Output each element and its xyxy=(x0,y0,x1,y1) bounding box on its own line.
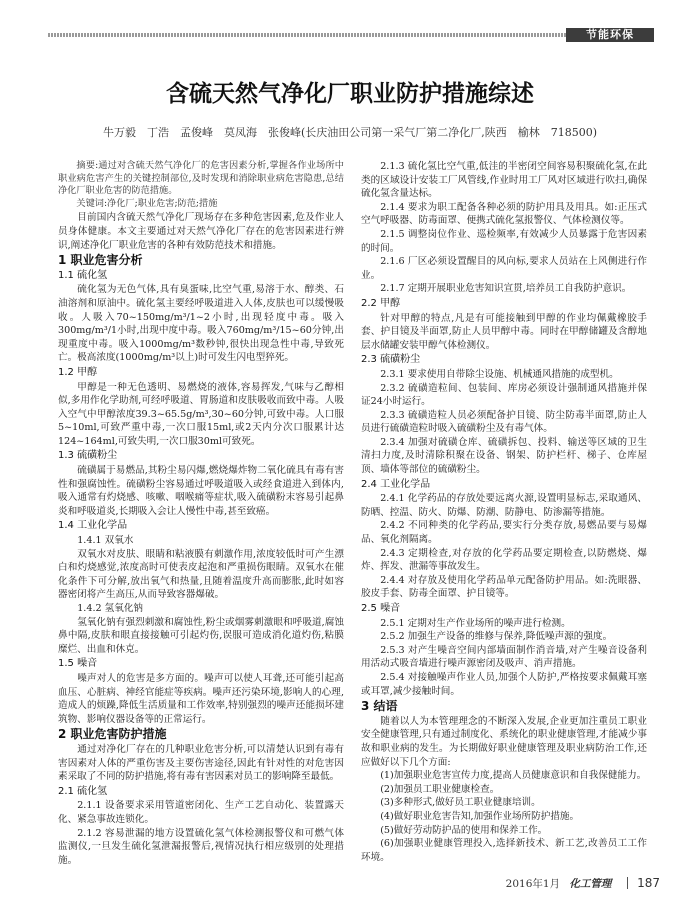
right-column xyxy=(361,160,647,864)
paragraph: 2.4.3 定期检查,对存放的化学药品要定期检查,以防燃烧、爆炸、挥发、泄漏等事故发生。 xyxy=(361,547,647,573)
paragraph: 2.1.3 硫化氢比空气重,低洼的半密闭空间容易积聚硫化氢,在此类的区域设计安装工厂风管线,作业时用工厂风对区域进行吹扫,确保硫化氢含量达标。 xyxy=(361,161,647,200)
section-heading: 3 结语 xyxy=(361,699,398,714)
page-footer xyxy=(506,876,660,891)
list-item: (5)做好劳动防护品的使用和保养工作。 xyxy=(380,824,548,836)
list-item: (4)做好职业危害告知,加强作业场所防护措施。 xyxy=(380,810,580,822)
paragraph: 氢氧化钠有强烈刺激和腐蚀性,粉尘或烟雾刺激眼和呼吸道,腐蚀鼻中隔,皮肤和眼直接接触可引起灼伤,误服可造成消化道灼伤,粘膜糜烂、出血和休克。 xyxy=(58,616,344,655)
section-header xyxy=(0,28,700,42)
subsection-heading: 2.1 硫化氢 xyxy=(58,785,108,797)
subsubsection-heading: 1.4.1 双氧水 xyxy=(77,535,134,547)
paragraph: 2.3.4 加强对硫磺仓库、硫磺拆包、投料、输送等区域的卫生清扫力度,及时清除积聚在设备、钢架、防护栏杆、梯子、仓库屋顶、墙体等部位的硫磺粉尘。 xyxy=(361,436,647,476)
section-heading: 2 职业危害防护措施 xyxy=(58,727,167,742)
paragraph: 硫化氢为无色气体,具有臭蛋味,比空气重,易溶于水、醇类、石油溶剂和原油中。硫化氢主要经呼吸道进入人体,皮肤也可以缓慢吸收。人吸入70~150mg/m³/1~2小时,出现轻度中毒。吸入300mg/m³/1小时,出现中度中毒。吸入760mg/m³/15~60分钟,出现重度中毒。吸入1000mg/m³数秒钟,很快出现急性中毒,导致死亡。极高浓度(1000mg/m³以上)时可发生闪电型猝死。 xyxy=(58,284,344,364)
subsection-heading: 1.3 硫磺粉尘 xyxy=(58,450,118,462)
abstract: 摘要:通过对含硫天然气净化厂的危害因素分析,掌握各作业场所中职业病危害产生的关键控制部位,及时发现和消除职业病危害隐患,总结净化厂职业危害的防范措施。 xyxy=(58,160,344,197)
intro-paragraph: 目前国内含硫天然气净化厂现场存在多种危害因素,危及作业人员身体健康。本文主要通过对天然气净化厂存在的危害因素进行辨识,阐述净化厂职业危害的各种有效防范技术和措施。 xyxy=(58,212,344,251)
subsection-heading: 1.5 噪音 xyxy=(58,658,98,670)
paragraph: 2.4.4 对存放及使用化学药品单元配备防护用品。如:洗眼器、胶皮手套、防毒全面罩、护目镜等。 xyxy=(361,574,647,600)
page-number: 187 xyxy=(637,876,660,890)
paragraph: 2.1.6 厂区必须设置醒目的风向标,要求人员站在上风侧进行作业。 xyxy=(361,256,647,281)
subsection-heading: 1.4 工业化学品 xyxy=(58,520,128,532)
keywords: 关键词:净化厂;职业危害;防范;措施 xyxy=(76,197,218,209)
paragraph: 2.5.1 定期对生产作业场所的噪声进行检测。 xyxy=(380,617,571,629)
paragraph: 甲醇是一种无色透明、易燃烧的液体,容易挥发,气味与乙醇相似,多用作化学助剂,可经呼吸道、胃肠道和皮肤吸收而致中毒。人吸入空气中甲醇浓度39.3~65.5g/m³,30~60分钟,可致中毒。人口服5~10ml,可致严重中毒,一次口服15ml,或2天内分次口服累计达124~164ml,可致失明,一次口服30ml可致死。 xyxy=(58,381,344,447)
paragraph: 硫磺属于易燃品,其粉尘易闪爆,燃烧爆炸物二氧化硫具有毒有害性和强腐蚀性。硫磺粉尘容易通过呼吸道吸入或经食道进入到体内,吸入通常有灼烧感、咳嗽、咽喉痛等症状,吸入硫磺粉末容易引起鼻炎和呼吸道炎,长期吸入会让人慢性中毒,甚至致癌。 xyxy=(58,465,344,517)
paragraph: 2.3.2 硫磺造粒间、包装间、库房必须设计强制通风措施并保证24小时运行。 xyxy=(361,382,647,408)
section-heading: 1 职业危害分析 xyxy=(58,253,143,268)
list-item: (6)加强职业健康管理投入,选择新技术、新工艺,改善员工工作环境。 xyxy=(361,838,647,863)
paragraph: 2.3.1 要求使用自带除尘设施、机械通风措施的成型机。 xyxy=(380,368,619,380)
subsection-heading: 2.4 工业化学品 xyxy=(361,478,431,490)
subsubsection-heading: 1.4.2 氢氧化钠 xyxy=(77,603,144,614)
paragraph: 2.4.2 不同种类的化学药品,要实行分类存放,易燃品要与易爆品、氧化剂隔离。 xyxy=(361,520,647,546)
section-tag: 节能环保 xyxy=(566,28,654,42)
list-item: (1)加强职业危害宣传力度,提高人员健康意识和自我保健能力。 xyxy=(380,770,647,782)
subsection-heading: 1.2 甲醇 xyxy=(58,366,98,378)
paragraph: 噪声对人的危害是多方面的。噪声可以使人耳聋,还可能引起高血压、心脏病、神经官能症等疾病。噪声还污染环境,影响人的心理,造成人的烦躁,降低生活质量和工作效率,特别强烈的噪声还能损坏建筑物、影响仪器设备等的正常运行。 xyxy=(58,672,344,725)
left-column xyxy=(58,160,344,867)
paragraph: 2.5.4 对接触噪声作业人员,加强个人防护,严格按要求佩戴耳塞或耳罩,减少接触时间。 xyxy=(361,671,647,697)
subsection-heading: 1.1 硫化氢 xyxy=(58,269,108,281)
paragraph: 2.1.4 要求为职工配备各种必须的防护用具及用具。如:正压式空气呼吸器、防毒面罩、便携式硫化氢报警仪、气体检测仪等。 xyxy=(361,201,647,227)
subsection-heading: 2.5 噪音 xyxy=(361,603,401,614)
list-item: (2)加强员工职业健康检查。 xyxy=(380,783,500,795)
paragraph: 2.1.5 调整岗位作业、巡检频率,有效减少人员暴露于危害因素的时间。 xyxy=(361,228,647,254)
list-item: (3)多种形式,做好员工职业健康培训。 xyxy=(380,797,541,809)
footer-divider xyxy=(627,877,628,889)
paragraph: 2.4.1 化学药品的存放处要远离火源,设置明显标志,采取通风、防晒、控温、防火、防爆、防潮、防静电、防渗漏等措施。 xyxy=(361,493,647,518)
paragraph: 2.1.2 容易泄漏的地方设置硫化氢气体检测报警仪和可燃气体监测仪,一旦发生硫化氢泄漏报警后,视情况执行相应级别的处理措施。 xyxy=(58,827,344,866)
author-line: 牛万毅 丁浩 孟俊峰 莫凤海 张俊峰(长庆油田公司第一采气厂第二净化厂,陕西 榆林 718500) xyxy=(102,126,598,139)
issue-date: 2016年1月 xyxy=(505,878,561,890)
journal-name: 化工管理 xyxy=(569,878,612,890)
paragraph: 随着以人为本管理理念的不断深入发展,企业更加注重员工职业安全健康管理,只有通过制度化、系统化的职业健康管理,才能减少事故和职业病的发生。为长期做好职业健康管理及职业病防治工作,还应做好以下几个方面: xyxy=(361,715,647,768)
paragraph: 双氧水对皮肤、眼睛和粘液膜有刺激作用,浓度较低时可产生漂白和灼烧感觉,浓度高时可使表皮起泡和严重损伤眼睛。双氧水在催化条件下可分解,放出氧气和热量,且随着温度升高而膨胀,此时如容器密闭将产生高压,从而导致容器爆破。 xyxy=(58,548,344,601)
paragraph: 2.1.7 定期开展职业危害知识宣贯,培养员工自我防护意识。 xyxy=(380,283,632,295)
paragraph: 2.1.1 设备要求采用管道密闭化、生产工艺自动化、装置露天化、紧急事故连锁化。 xyxy=(58,800,344,825)
paragraph: 2.5.3 对产生噪音空间内部墙面制作消音墙,对产生噪音设备利用活动式吸音墙进行噪声源密闭及吸声、消声措施。 xyxy=(361,644,647,670)
paragraph: 2.5.2 加强生产设备的维修与保养,降低噪声源的强度。 xyxy=(380,631,613,643)
header-rule xyxy=(48,33,610,37)
article-title: 含硫天然气净化厂职业防护措施综述 xyxy=(166,81,534,107)
subsection-heading: 2.3 硫磺粉尘 xyxy=(361,354,421,366)
subsection-heading: 2.2 甲醇 xyxy=(361,297,401,309)
paragraph: 针对甲醇的特点,凡是有可能接触到甲醇的作业均佩戴橡胶手套、护目镜及半面罩,防止人员甲醇中毒。同时在甲醇储罐及含醇地层水储罐安装甲醇气体检测仪。 xyxy=(361,312,647,351)
paragraph: 通过对净化厂存在的几种职业危害分析,可以清楚认识到有毒有害因素对人体的严重伤害及主要伤害途径,因此有针对性的对危害因素采取了不同的防护措施,将有毒有害因素对员工的影响降至最低。 xyxy=(58,743,344,783)
paragraph: 2.3.3 硫磺造粒人员必须配备护目镜、防尘防毒半面罩,防止人员进行硫磺造粒时吸入硫磺粉尘及有毒气体。 xyxy=(361,409,647,435)
